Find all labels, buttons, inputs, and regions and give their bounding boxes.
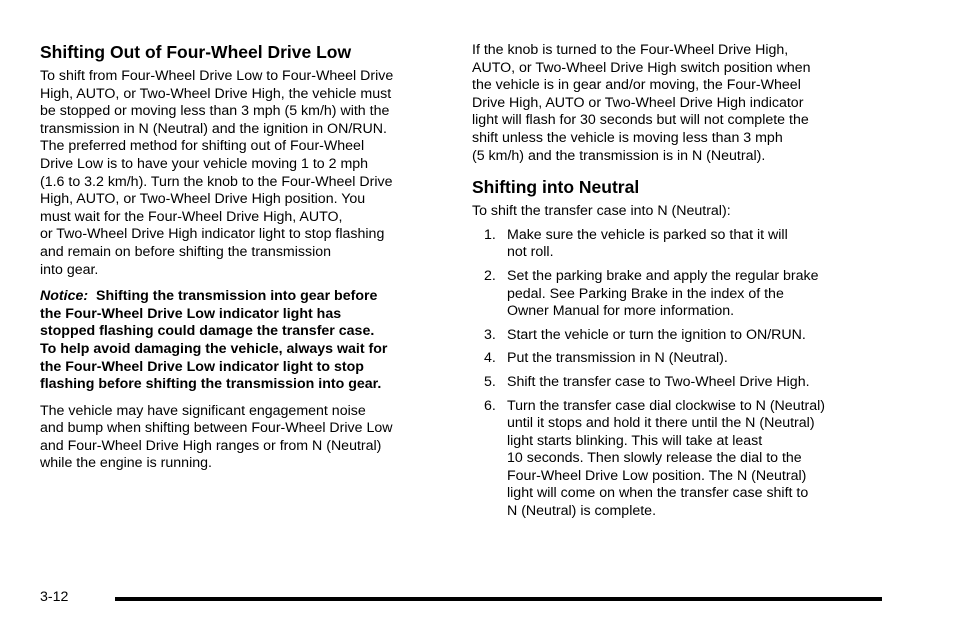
text-line: Owner Manual for more information.: [507, 303, 735, 320]
list-item: [472, 398, 877, 521]
text-line: N (Neutral) is complete.: [507, 503, 657, 520]
text-line: Start the vehicle or turn the ignition to ON/RUN.: [507, 326, 806, 343]
list-item: [472, 268, 877, 321]
text-line: Drive Low is to have your vehicle moving 1 to 2 mph: [40, 155, 369, 172]
intro-text: To shift the transfer case into N (Neutral):: [472, 203, 731, 220]
text-line: into gear.: [40, 261, 99, 278]
text-line: pedal. See Parking Brake in the index of the: [507, 285, 784, 302]
list-item: [472, 227, 877, 262]
text-line: the vehicle is in gear and/or moving, the Four-Wheel: [472, 77, 801, 94]
text-line: Four-Wheel Drive Low position. The N (Neutral): [507, 467, 807, 484]
notice-line: stopped flashing could damage the transfer case.: [40, 323, 375, 340]
text-line: Shift the transfer case to Two-Wheel Drive High.: [507, 373, 810, 390]
text-line: Set the parking brake and apply the regular brake: [507, 267, 819, 284]
text-line: (5 km/h) and the transmission is in N (Neutral).: [472, 147, 766, 164]
footer-rule: [115, 597, 882, 601]
steps-list: [472, 227, 877, 521]
paragraph-shift-out-instructions: [40, 68, 445, 279]
text-line: light starts blinking. This will take at least: [507, 432, 763, 449]
right-column: [472, 42, 877, 527]
text-line: and Four-Wheel Drive High ranges or from N (Neutral): [40, 437, 382, 454]
notice-text: Shifting the transmission into gear before: [95, 288, 378, 305]
list-item: [472, 327, 877, 345]
text-line: 10 seconds. Then slowly release the dial to the: [507, 450, 802, 467]
text-line: Make sure the vehicle is parked so that it will: [507, 226, 788, 243]
paragraph-knob-turned: [472, 42, 877, 165]
notice-block: [40, 288, 445, 394]
text-line: High, AUTO, or Two-Wheel Drive High position. You: [40, 191, 366, 208]
text-line: shift unless the vehicle is moving less than 3 mph: [472, 129, 783, 146]
paragraph-engagement-noise: [40, 403, 445, 473]
text-line: not roll.: [507, 244, 554, 261]
text-line: (1.6 to 3.2 km/h). Turn the knob to the Four-Wheel Drive: [40, 173, 393, 190]
notice-line: the Four-Wheel Drive Low indicator light has: [40, 305, 342, 322]
notice-label: Notice:: [40, 288, 89, 305]
step-number: 1.: [484, 226, 496, 243]
notice-line: [40, 288, 445, 306]
text-line: light will flash for 30 seconds but will not complete the: [472, 112, 809, 129]
text-line: and bump when shifting between Four-Wheel Drive Low: [40, 420, 393, 437]
text-line: AUTO, or Two-Wheel Drive High switch position when: [472, 59, 811, 76]
page-number: 3-12: [40, 589, 69, 605]
step-number: 4.: [484, 350, 496, 367]
step-number: 3.: [484, 326, 496, 343]
text-line: while the engine is running.: [40, 455, 212, 472]
text-line: light will come on when the transfer case shift to: [507, 485, 809, 502]
notice-line: flashing before shifting the transmission into gear.: [40, 376, 382, 393]
text-line: Turn the transfer case dial clockwise to N (Neutral): [507, 397, 826, 414]
list-item: [472, 350, 877, 368]
section-heading-four-wheel-low: Shifting Out of Four-Wheel Drive Low: [40, 42, 352, 62]
text-line: or Two-Wheel Drive High indicator light to stop flashing: [40, 226, 385, 243]
text-line: High, AUTO, or Two-Wheel Drive High, the vehicle must: [40, 85, 392, 102]
text-line: If the knob is turned to the Four-Wheel Drive High,: [472, 42, 789, 58]
text-line: To shift from Four-Wheel Drive Low to Four-Wheel Drive: [40, 68, 394, 84]
notice-line: the Four-Wheel Drive Low indicator light to stop: [40, 358, 364, 375]
step-number: 5.: [484, 373, 496, 390]
text-line: be stopped or moving less than 3 mph (5 km/h) with the: [40, 103, 390, 120]
text-line: The preferred method for shifting out of Four-Wheel: [40, 138, 365, 155]
text-line: Drive High, AUTO or Two-Wheel Drive High indicator: [472, 94, 804, 111]
text-line: until it stops and hold it there until the N (Neutral): [507, 415, 815, 432]
step-number: 2.: [484, 267, 496, 284]
list-item: [472, 374, 877, 392]
left-column: [40, 42, 445, 482]
section-heading-neutral: Shifting into Neutral: [472, 177, 640, 198]
text-line: transmission in N (Neutral) and the ignition in ON/RUN.: [40, 120, 387, 137]
text-line: The vehicle may have significant engagement noise: [40, 402, 366, 419]
text-line: must wait for the Four-Wheel Drive High, AUTO,: [40, 208, 343, 225]
notice-line: To help avoid damaging the vehicle, always wait for: [40, 340, 388, 357]
text-line: and remain on before shifting the transmission: [40, 243, 332, 260]
step-number: 6.: [484, 397, 496, 414]
text-line: Put the transmission in N (Neutral).: [507, 350, 728, 367]
